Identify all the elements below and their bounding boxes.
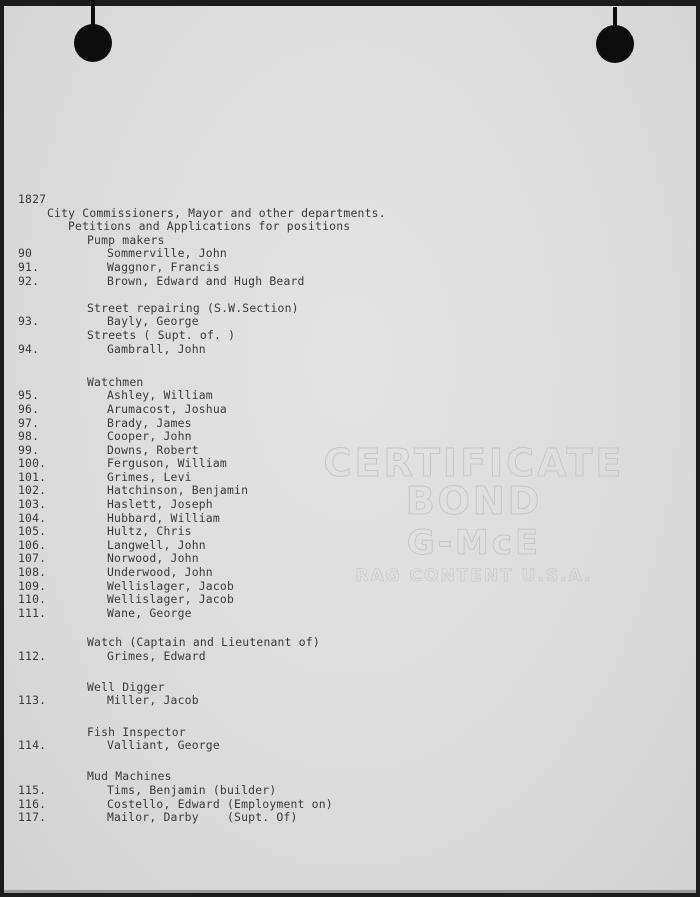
entry-name: Gambrall, John — [107, 341, 206, 356]
entry-number: 116. — [18, 796, 47, 811]
list-item — [18, 784, 638, 798]
list-item — [18, 552, 638, 566]
list-item — [18, 457, 638, 471]
entry-name: Mailor, Darby (Supt. Of) — [107, 810, 298, 825]
typed-list — [18, 193, 638, 825]
entry-number: 101. — [18, 469, 47, 484]
entry-number: 107. — [18, 551, 47, 566]
list-item — [18, 739, 638, 753]
entry-name: Norwood, John — [107, 551, 199, 566]
list-item — [18, 566, 638, 580]
entry-name: Underwood, John — [107, 565, 213, 580]
entry-name: Brady, James — [107, 415, 192, 430]
entry-number: 97. — [18, 415, 40, 430]
entry-number: 117. — [18, 810, 47, 825]
entry-number: 109. — [18, 578, 47, 593]
section-title: Watchmen — [87, 374, 144, 389]
entry-name: Waggnor, Francis — [107, 259, 220, 274]
list-item — [18, 512, 638, 526]
entry-number: 96. — [18, 401, 40, 416]
list-item — [18, 525, 638, 539]
list-item — [18, 694, 638, 708]
entry-name: Hultz, Chris — [107, 524, 192, 539]
entry-number: 108. — [18, 565, 47, 580]
list-item — [18, 275, 638, 289]
section-title: Fish Inspector — [87, 724, 186, 739]
entry-name: Grimes, Levi — [107, 469, 192, 484]
list-item — [18, 261, 638, 275]
entry-number: 110. — [18, 592, 47, 607]
entry-name: Cooper, John — [107, 429, 192, 444]
entry-name: Langwell, John — [107, 537, 206, 552]
watermark-line-1: CERTIFICATE BOND — [323, 441, 625, 523]
entry-number: 111. — [18, 605, 47, 620]
entry-number: 91. — [18, 259, 40, 274]
list-item — [18, 650, 638, 664]
list-item — [18, 539, 638, 553]
section-title: Streets ( Supt. of. ) — [87, 327, 236, 342]
list-item — [18, 498, 638, 512]
binder-hole-left — [74, 24, 112, 62]
binder-hole-right — [596, 25, 634, 63]
entry-name: Haslett, Joseph — [107, 497, 213, 512]
list-item — [18, 417, 638, 431]
list-item — [18, 430, 638, 444]
list-item — [18, 811, 638, 825]
entry-name: Hubbard, William — [107, 510, 220, 525]
list-item — [18, 247, 638, 261]
list-item — [18, 471, 638, 485]
entry-number: 90 — [18, 246, 33, 261]
entry-number: 93. — [18, 314, 40, 329]
entry-number: 115. — [18, 782, 47, 797]
entry-number: 98. — [18, 429, 40, 444]
entry-number: 105. — [18, 524, 47, 539]
section-title: Pump makers — [87, 232, 165, 247]
watermark-line-3: RAG CONTENT U.S.A. — [355, 566, 593, 586]
entry-name: Downs, Robert — [107, 442, 199, 457]
section-title: Street repairing (S.W.Section) — [87, 300, 299, 315]
entry-number: 99. — [18, 442, 40, 457]
subheading: Petitions and Applications for positions — [68, 219, 351, 234]
list-item — [18, 798, 638, 812]
entry-number: 114. — [18, 738, 47, 753]
entry-name: Grimes, Edward — [107, 648, 206, 663]
list-item — [18, 315, 638, 329]
entry-name: Wellislager, Jacob — [107, 578, 235, 593]
entry-name: Ashley, William — [107, 388, 213, 403]
entry-number: 94. — [18, 341, 40, 356]
year: 1827 — [18, 192, 47, 206]
list-item — [18, 607, 638, 621]
watermark-line-2: G-McE — [406, 523, 542, 563]
entry-number: 112. — [18, 648, 47, 663]
entry-number: 95. — [18, 388, 40, 403]
entry-name: Tims, Benjamin (builder) — [107, 782, 277, 797]
list-item — [18, 403, 638, 417]
entry-number: 92. — [18, 273, 40, 288]
list-item — [18, 444, 638, 458]
section-title: Watch (Captain and Lieutenant of) — [87, 635, 320, 649]
entry-name: Wellislager, Jacob — [107, 592, 235, 607]
entry-number: 103. — [18, 497, 47, 512]
entry-name: Sommerville, John — [107, 246, 227, 261]
entry-name: Miller, Jacob — [107, 693, 199, 708]
entry-number: 102. — [18, 483, 47, 498]
entry-number: 100. — [18, 456, 47, 471]
entry-name: Hatchinson, Benjamin — [107, 483, 249, 498]
list-item — [18, 580, 638, 594]
list-item — [18, 484, 638, 498]
entry-number: 113. — [18, 693, 47, 708]
entry-name: Ferguson, William — [107, 456, 227, 471]
entry-name: Costello, Edward (Employment on) — [107, 796, 333, 811]
list-item — [18, 343, 638, 357]
entry-name: Bayly, George — [107, 314, 199, 329]
entry-name: Valliant, George — [107, 738, 220, 753]
list-item — [18, 593, 638, 607]
entry-number: 106. — [18, 537, 47, 552]
section-title: Well Digger — [87, 679, 165, 694]
heading: City Commissioners, Mayor and other departments. — [47, 205, 386, 220]
list-item — [18, 389, 638, 403]
entry-name: Brown, Edward and Hugh Beard — [107, 273, 305, 288]
entry-number: 104. — [18, 510, 47, 525]
section-title: Mud Machines — [87, 769, 172, 784]
entry-name: Wane, George — [107, 605, 192, 620]
entry-name: Arumacost, Joshua — [107, 401, 227, 416]
